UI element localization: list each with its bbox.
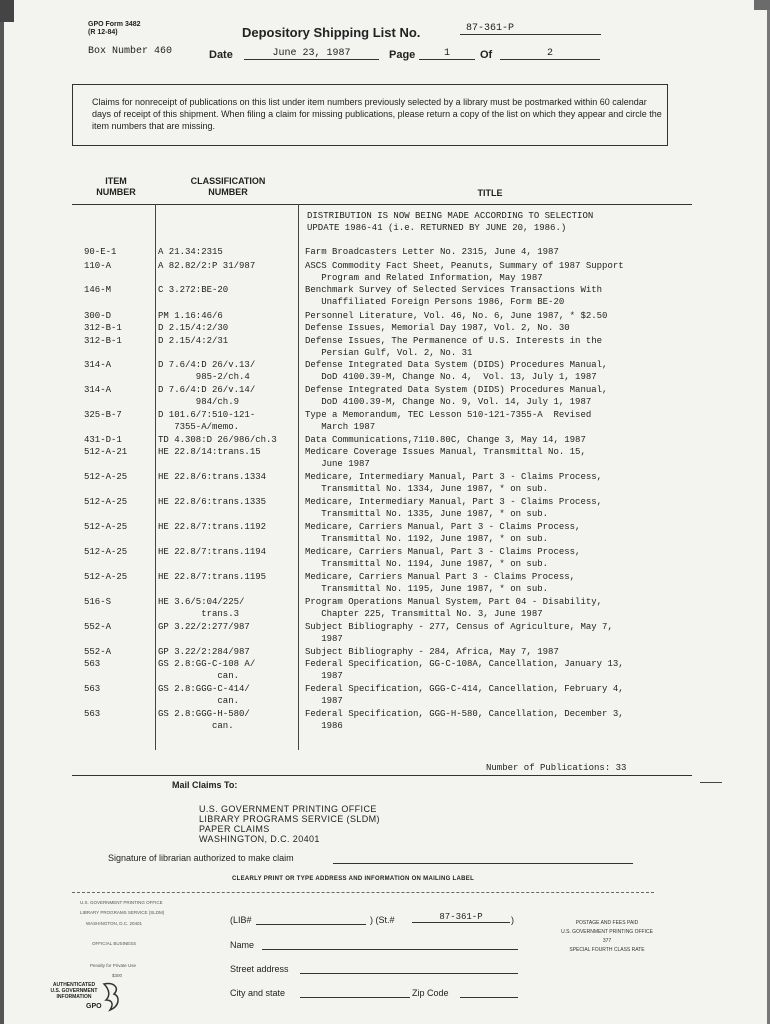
classification-number: GP 3.22/2:277/987 bbox=[158, 622, 250, 632]
list-number: 87-361-P bbox=[460, 23, 601, 35]
name-field[interactable] bbox=[262, 949, 518, 950]
mail-claims-label: Mail Claims To: bbox=[172, 780, 238, 790]
st-number-label: ) (St.# bbox=[370, 915, 395, 925]
mail-address-line2: LIBRARY PROGRAMS SERVICE (SLDM) bbox=[199, 814, 380, 824]
distribution-note-line1: DISTRIBUTION IS NOW BEING MADE ACCORDING TO SELECTION bbox=[307, 211, 594, 221]
item-number[interactable]: 110-A bbox=[84, 261, 112, 271]
classification-number: PM 1.16:46/6 bbox=[158, 311, 223, 321]
penalty-note: Penalty for Private Use bbox=[90, 963, 137, 968]
publication-title: Farm Broadcasters Letter No. 2315, June 4, 1987 bbox=[305, 247, 559, 257]
item-number[interactable]: 512-A-21 bbox=[84, 447, 128, 457]
publication-title: Medicare, Carriers Manual Part 3 - Claims Process, Transmittal No. 1195, June 1987, * on sub. bbox=[305, 572, 576, 594]
lib-number-label: (LIB# bbox=[230, 915, 252, 925]
return-address-line2: LIBRARY PROGRAMS SERVICE (SLDM) bbox=[80, 910, 165, 915]
item-number-header bbox=[86, 176, 146, 198]
publication-title: Federal Specification, GGG-C-414, Cancellation, February 4, 1987 bbox=[305, 684, 624, 706]
item-number[interactable]: 552-A bbox=[84, 622, 112, 632]
classification-number: HE 22.8/14:trans.15 bbox=[158, 447, 261, 457]
item-number[interactable]: 312-B-1 bbox=[84, 323, 122, 333]
publication-title: ASCS Commodity Fact Sheet, Peanuts, Summary of 1987 Support Program and Related Information, May 1987 bbox=[305, 261, 624, 283]
classification-number: D 7.6/4:D 26/v.13/ 985-2/ch.4 bbox=[158, 360, 256, 382]
item-header-line2: NUMBER bbox=[96, 187, 136, 197]
distribution-note bbox=[307, 210, 593, 234]
table-row bbox=[0, 658, 770, 682]
postage-line3: 377 bbox=[602, 938, 612, 944]
item-number[interactable]: 314-A bbox=[84, 385, 112, 395]
postage-indicia bbox=[552, 919, 662, 955]
logo-line3: INFORMATION bbox=[56, 994, 92, 1000]
class-header-line1: CLASSIFICATION bbox=[190, 176, 266, 186]
publication-title: Defense Integrated Data System (DIDS) Procedures Manual, DoD 4100.39-M, Change No. 9, Vol. 14, July 1, 1987 bbox=[305, 385, 608, 407]
classification-number: D 2.15/4:2/30 bbox=[158, 323, 229, 333]
classification-number: A 21.34:2315 bbox=[158, 247, 223, 257]
classification-number: GS 2.8:GG-C-108 A/ can. bbox=[158, 659, 256, 681]
postage-line2: U.S. GOVERNMENT PRINTING OFFICE bbox=[561, 929, 653, 935]
postage-line1: POSTAGE AND FEES PAID bbox=[575, 920, 639, 926]
item-number[interactable]: 512-A-25 bbox=[84, 547, 128, 557]
classification-number: HE 3.6/5:04/225/ trans.3 bbox=[158, 597, 245, 619]
publication-title: Medicare, Carriers Manual, Part 3 - Claims Process, Transmittal No. 1192, June 1987, * on sub. bbox=[305, 522, 581, 544]
date-label: Date bbox=[209, 49, 233, 61]
city-state-label: City and state bbox=[230, 988, 286, 998]
name-label: Name bbox=[230, 940, 255, 950]
street-address-label: Street address bbox=[230, 964, 289, 974]
eagle-icon bbox=[100, 980, 124, 1016]
classification-number: TD 4.308:D 26/986/ch.3 bbox=[158, 435, 277, 445]
classification-number: A 82.82/2:P 31/987 bbox=[158, 261, 256, 271]
classification-number: HE 22.8/7:trans.1192 bbox=[158, 522, 267, 532]
table-row bbox=[0, 284, 770, 308]
item-number[interactable]: 300-D bbox=[84, 311, 112, 321]
table-row bbox=[0, 446, 770, 470]
publication-title: Medicare, Intermediary Manual, Part 3 - Claims Process, Transmittal No. 1334, June 1987, * on sub. bbox=[305, 472, 603, 494]
table-row bbox=[0, 409, 770, 433]
form-id-line1: GPO Form 3482 bbox=[88, 21, 141, 28]
item-number[interactable]: 512-A-25 bbox=[84, 572, 128, 582]
signature-label: Signature of librarian authorized to make claim bbox=[108, 853, 294, 863]
title-header: TITLE bbox=[477, 188, 503, 198]
item-number[interactable]: 312-B-1 bbox=[84, 336, 122, 346]
zip-code-label: Zip Code bbox=[412, 988, 449, 998]
item-number[interactable]: 512-A-25 bbox=[84, 497, 128, 507]
mail-address-line4: WASHINGTON, D.C. 20401 bbox=[199, 834, 320, 844]
form-id bbox=[88, 21, 141, 37]
mail-address-line1: U.S. GOVERNMENT PRINTING OFFICE bbox=[199, 804, 377, 814]
date-value: June 23, 1987 bbox=[244, 48, 379, 60]
corner-fold-left bbox=[0, 0, 14, 22]
item-number[interactable]: 552-A bbox=[84, 647, 112, 657]
publication-title: Medicare, Carriers Manual, Part 3 - Claims Process, Transmittal No. 1194, June 1987, * on sub. bbox=[305, 547, 581, 569]
publication-title: Federal Specification, GGG-H-580, Cancellation, December 3, 1986 bbox=[305, 709, 624, 731]
table-row bbox=[0, 384, 770, 408]
class-header-line2: NUMBER bbox=[208, 187, 248, 197]
publication-title: Medicare Coverage Issues Manual, Transmittal No. 15, June 1987 bbox=[305, 447, 586, 469]
signature-line[interactable] bbox=[333, 863, 633, 864]
item-header-line1: ITEM bbox=[105, 176, 127, 186]
logo-line2: U.S. GOVERNMENT bbox=[50, 988, 98, 994]
return-address-line1: U.S. GOVERNMENT PRINTING OFFICE bbox=[80, 900, 163, 905]
lib-number-field[interactable] bbox=[256, 924, 366, 925]
item-number[interactable]: 90-E-1 bbox=[84, 247, 117, 257]
publication-title: Subject Bibliography - 277, Census of Agriculture, May 7, 1987 bbox=[305, 622, 613, 644]
form-id-line2: (R 12-84) bbox=[88, 29, 118, 36]
classification-number: GP 3.22/2:284/987 bbox=[158, 647, 250, 657]
corner-fold bbox=[754, 0, 770, 10]
zip-code-field[interactable] bbox=[460, 997, 518, 998]
classification-number: GS 2.8:GGG-C-414/ can. bbox=[158, 684, 250, 706]
publication-title: Data Communications,7110.80C, Change 3, May 14, 1987 bbox=[305, 435, 586, 445]
classification-number: HE 22.8/6:trans.1335 bbox=[158, 497, 267, 507]
classification-number: D 101.6/7:510-121- 7355-A/memo. bbox=[158, 410, 256, 432]
publication-count: Number of Publications: 33 bbox=[486, 763, 627, 773]
return-address-line3: WASHINGTON, D.C. 20401 bbox=[86, 921, 143, 926]
table-bottom-rule bbox=[72, 775, 692, 776]
cut-line bbox=[72, 892, 654, 893]
item-number[interactable]: 314-A bbox=[84, 360, 112, 370]
header-divider bbox=[72, 204, 692, 205]
table-row bbox=[0, 708, 770, 732]
classification-number: C 3.272:BE-20 bbox=[158, 285, 229, 295]
classification-number: D 2.15/4:2/31 bbox=[158, 336, 229, 346]
table-row bbox=[0, 521, 770, 545]
table-row bbox=[0, 496, 770, 520]
page-label: Page bbox=[389, 49, 416, 61]
item-number[interactable]: 325-B-7 bbox=[84, 410, 122, 420]
item-number[interactable]: 563 bbox=[84, 709, 101, 719]
table-row bbox=[0, 683, 770, 707]
classification-number: D 7.6/4:D 26/v.14/ 984/ch.9 bbox=[158, 385, 256, 407]
form-title: Depository Shipping List No. bbox=[242, 25, 421, 40]
classification-number: HE 22.8/7:trans.1195 bbox=[158, 572, 267, 582]
publication-title: Defense Integrated Data System (DIDS) Procedures Manual, DoD 4100.39-M, Change No. 4, Vol. 13, July 1, 1987 bbox=[305, 360, 608, 382]
item-number[interactable]: 563 bbox=[84, 684, 101, 694]
publication-title: Subject Bibliography - 284, Africa, May 7, 1987 bbox=[305, 647, 559, 657]
table-row bbox=[0, 571, 770, 595]
table-row bbox=[0, 621, 770, 645]
item-number[interactable]: 431-D-1 bbox=[84, 435, 122, 445]
logo-line1: AUTHENTICATED bbox=[52, 982, 96, 988]
publication-title: Type a Memorandum, TEC Lesson 510-121-7355-A Revised March 1987 bbox=[305, 410, 592, 432]
mail-address-line3: PAPER CLAIMS bbox=[199, 824, 270, 834]
of-label: Of bbox=[480, 49, 493, 61]
distribution-note-line2: UPDATE 1986-41 (i.e. RETURNED BY JUNE 20, 1986.) bbox=[307, 223, 567, 233]
publication-title: Defense Issues, The Permanence of U.S. Interests in the Persian Gulf, Vol. 2, No. 31 bbox=[305, 336, 603, 358]
edge-mark bbox=[700, 782, 722, 783]
publication-title: Defense Issues, Memorial Day 1987, Vol. 2, No. 30 bbox=[305, 323, 570, 333]
st-number-close: ) bbox=[511, 915, 514, 925]
publication-title: Federal Specification, GG-C-108A, Cancellation, January 13, 1987 bbox=[305, 659, 624, 681]
table-row bbox=[0, 260, 770, 284]
of-value: 2 bbox=[500, 48, 600, 60]
table-row bbox=[0, 546, 770, 570]
table-row bbox=[0, 335, 770, 359]
print-note: CLEARLY PRINT OR TYPE ADDRESS AND INFORMATION ON MAILING LABEL bbox=[232, 876, 475, 882]
table-row bbox=[0, 596, 770, 620]
table-row bbox=[0, 359, 770, 383]
official-business: OFFICIAL BUSINESS bbox=[92, 941, 137, 946]
authenticated-logo-text bbox=[46, 982, 102, 1000]
city-state-field[interactable] bbox=[300, 997, 410, 998]
item-number[interactable]: 516-S bbox=[84, 597, 112, 607]
publication-title: Medicare, Intermediary Manual, Part 3 - Claims Process, Transmittal No. 1335, June 1987, * on sub. bbox=[305, 497, 603, 519]
publication-title: Benchmark Survey of Selected Services Transactions With Unaffiliated Foreign Persons 1986, Form BE-20 bbox=[305, 285, 603, 307]
item-number[interactable]: 512-A-25 bbox=[84, 522, 128, 532]
penalty-amount: $300 bbox=[112, 973, 123, 978]
classification-number: HE 22.8/6:trans.1334 bbox=[158, 472, 267, 482]
item-number[interactable]: 146-M bbox=[84, 285, 112, 295]
publication-title: Program Operations Manual System, Part 04 - Disability, Chapter 225, Transmittal No. 3, June 1987 bbox=[305, 597, 603, 619]
postage-line4: SPECIAL FOURTH CLASS RATE bbox=[569, 947, 645, 953]
st-number-value[interactable]: 87-361-P bbox=[412, 912, 510, 923]
classification-number-header bbox=[178, 176, 278, 198]
page-value: 1 bbox=[419, 48, 475, 60]
street-address-field[interactable] bbox=[300, 973, 518, 974]
mail-address bbox=[199, 804, 380, 844]
claims-notice: Claims for nonreceipt of publications on this list under item numbers previously selected by a library must be postmarked within 60 calendar days of receipt of this shipment. When filing a claim for missing publications, please return a copy of the list on which they appear and circle the item numbers that are missing. bbox=[92, 97, 662, 131]
table-row bbox=[0, 471, 770, 495]
publication-title: Personnel Literature, Vol. 46, No. 6, June 1987, * $2.50 bbox=[305, 311, 608, 321]
classification-number: GS 2.8:GGG-H-580/ can. bbox=[158, 709, 250, 731]
gpo-logo: GPO bbox=[86, 1003, 102, 1010]
box-number: Box Number 460 bbox=[88, 46, 173, 57]
item-number[interactable]: 512-A-25 bbox=[84, 472, 128, 482]
classification-number: HE 22.8/7:trans.1194 bbox=[158, 547, 267, 557]
item-number[interactable]: 563 bbox=[84, 659, 101, 669]
